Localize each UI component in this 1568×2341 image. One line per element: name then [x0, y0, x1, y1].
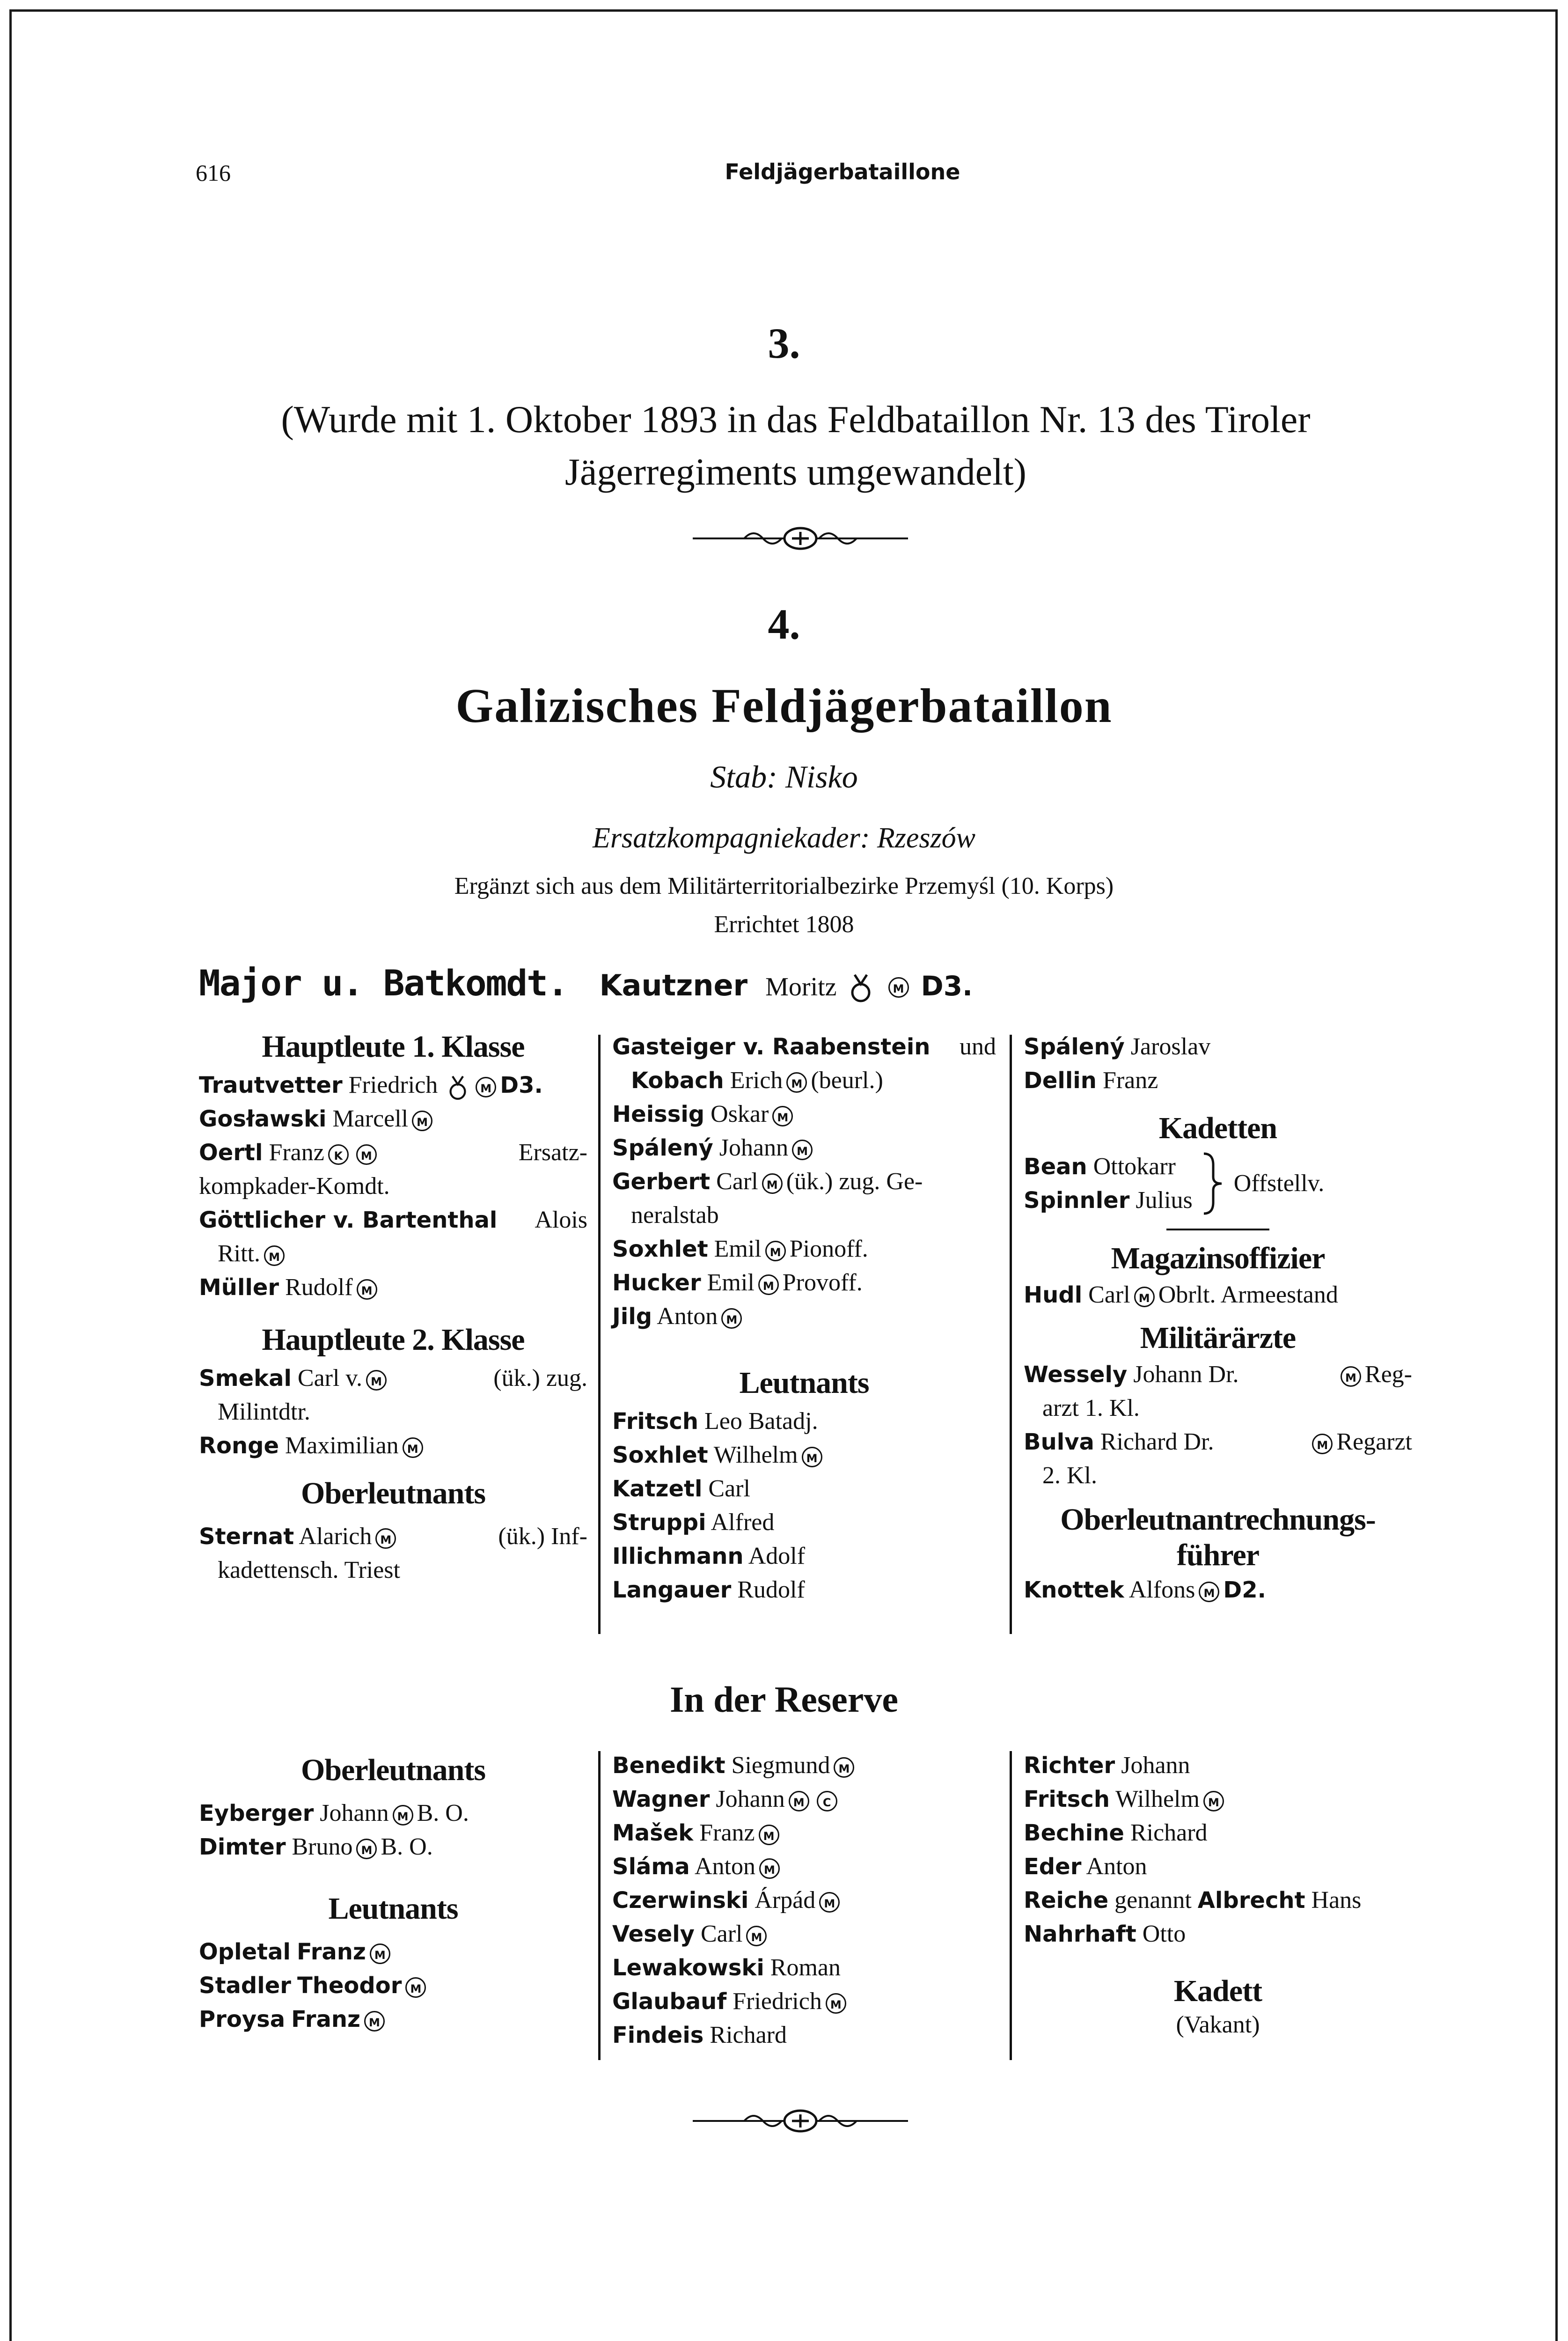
list-item: Sláma Anton M	[612, 1850, 996, 1884]
column-1	[199, 1030, 587, 1587]
col2-heading-leutnants: Leutnants	[739, 1366, 869, 1400]
divider-dash	[1166, 1229, 1269, 1230]
errichtet-line: Errichtet 1808	[714, 911, 854, 938]
order-decoration-icon	[448, 1073, 467, 1101]
list-item: Göttlicher v. Bartenthal Alois	[199, 1207, 587, 1233]
merit-mark-icon: M	[356, 1839, 377, 1859]
list-item: Oertl Franz K M Ersatz-	[199, 1139, 587, 1166]
commander-given: Moritz	[765, 972, 837, 1001]
section-3-note-line2: Jägerregiments umgewandelt)	[565, 450, 1026, 493]
list-item-continuation: 2. Kl.	[1042, 1462, 1097, 1489]
list-item: Eyberger Johann M B. O.	[199, 1800, 469, 1826]
list-item: Trautvetter Friedrich M D3.	[199, 1068, 587, 1102]
list-item: Knottek Alfons M D2.	[1024, 1576, 1266, 1603]
col1-heading-oberleutnants: Oberleutnants	[300, 1476, 486, 1510]
reserve-vakant: (Vakant)	[1176, 2011, 1260, 2038]
list-item: Illichmann Adolf	[612, 1543, 806, 1569]
list-item: Sternat Alarich M (ük.) Inf-	[199, 1523, 587, 1550]
merit-mark-icon: M	[746, 1926, 767, 1946]
list-item: Proysa Franz M	[199, 2002, 587, 2036]
list-item: Soxhlet Emil M Pionoff.	[612, 1236, 868, 1262]
list-item: Gerbert Carl M (ük.) zug. Ge-	[612, 1168, 923, 1195]
list-item: Hucker Emil M Provoff.	[612, 1269, 863, 1296]
commander-rank: Major u. Batkomdt.	[199, 962, 568, 1004]
list-item: Nahrhaft Otto	[1024, 1921, 1186, 1947]
reserve-column-1	[199, 1749, 587, 2036]
ornament-divider-top	[693, 524, 908, 552]
merit-mark-icon: M	[759, 1858, 780, 1879]
brace-icon	[1199, 1151, 1227, 1216]
merit-mark-icon: M	[792, 1140, 813, 1160]
merit-mark-icon: M	[758, 1274, 779, 1295]
commander-suffix: D3.	[921, 970, 973, 1002]
merit-mark-icon: M	[1199, 1582, 1219, 1602]
list-item-continuation: Milintdtr.	[218, 1399, 310, 1425]
list-item: Mašek Franz M	[612, 1816, 996, 1850]
column-divider-4	[1010, 1751, 1012, 2060]
reserve-heading-leutnants: Leutnants	[328, 1892, 458, 1926]
list-item: Eder Anton	[1024, 1853, 1147, 1880]
merit-mark-icon: M	[364, 2011, 385, 2032]
list-item: Smekal Carl v. M (ük.) zug.	[199, 1365, 587, 1391]
list-item: Wessely Johann Dr. M Reg-	[1024, 1361, 1412, 1388]
col1-heading-hauptleute-1: Hauptleute 1. Klasse	[262, 1030, 525, 1064]
list-item: Glaubauf Friedrich M	[612, 1985, 996, 2018]
reserve-column-2	[612, 1749, 996, 2052]
list-item: Richter Johann	[1024, 1752, 1190, 1779]
column-3	[1024, 1030, 1412, 1607]
col3-heading-aerzte: Militärärzte	[1140, 1321, 1296, 1355]
list-item: Müller Rudolf M	[199, 1271, 587, 1304]
k-mark-icon: K	[328, 1144, 349, 1165]
section-3-note-line1: (Wurde mit 1. Oktober 1893 in das Feldbataillon Nr. 13 des Tiroler	[281, 398, 1311, 441]
list-item: Hudl Carl M Obrlt. Armeestand	[1024, 1281, 1338, 1308]
merit-mark-icon: M	[888, 977, 909, 998]
kadetten-brace-label: Offstellv.	[1233, 1170, 1325, 1197]
merit-mark-icon: M	[412, 1111, 432, 1131]
section-4-title: Galizisches Feldjägerbataillon	[455, 679, 1113, 733]
merit-mark-icon: M	[786, 1072, 807, 1093]
list-item: Opletal Franz M	[199, 1935, 587, 1969]
col3-heading-kadetten: Kadetten	[1158, 1111, 1277, 1145]
list-item: Czerwinski Árpád M	[612, 1884, 996, 1917]
list-item-continuation: neralstab	[631, 1202, 719, 1229]
col1-heading-hauptleute-2: Hauptleute 2. Klasse	[262, 1323, 525, 1357]
column-divider-2	[1010, 1035, 1012, 1634]
list-item: Spinnler Julius	[1024, 1187, 1193, 1214]
merit-mark-icon: M	[403, 1437, 423, 1458]
merit-mark-icon: M	[1312, 1434, 1333, 1454]
list-item-continuation: Ritt. M	[199, 1237, 587, 1271]
col3-heading-rechnungsfuehrer	[1024, 1502, 1412, 1573]
list-item: Langauer Rudolf	[612, 1576, 805, 1603]
merit-mark-icon: M	[826, 1993, 846, 2014]
list-item: Jilg Anton M	[612, 1300, 996, 1333]
ergaenzt-line: Ergänzt sich aus dem Militärterritorialbezirke Przemyśl (10. Korps)	[454, 873, 1114, 899]
merit-mark-icon: M	[759, 1825, 779, 1845]
merit-mark-icon: M	[721, 1308, 742, 1329]
merit-mark-icon: M	[366, 1370, 387, 1391]
commander-surname: Kautzner	[599, 968, 748, 1002]
reserve-heading-kadett: Kadett	[1173, 1974, 1262, 2008]
reserve-column-3	[1024, 1749, 1412, 2042]
list-item: Fritsch Wilhelm M	[1024, 1782, 1412, 1816]
reserve-title: In der Reserve	[669, 1679, 899, 1720]
ornament-divider-bottom	[693, 2107, 908, 2135]
list-item: Vesely Carl M	[612, 1917, 996, 1951]
list-item-continuation: Kobach Erich M (beurl.)	[631, 1067, 883, 1094]
merit-mark-icon: M	[375, 1528, 396, 1549]
merit-mark-icon: M	[819, 1892, 840, 1913]
merit-mark-icon: M	[834, 1757, 854, 1778]
list-item: Soxhlet Wilhelm M	[612, 1438, 996, 1472]
merit-mark-icon: M	[264, 1245, 285, 1266]
stab-line: Stab: Nisko	[710, 759, 858, 795]
list-item-continuation: arzt 1. Kl.	[1042, 1395, 1140, 1421]
list-item: Bean Ottokarr	[1024, 1153, 1176, 1180]
reserve-heading-oberleutnants: Oberleutnants	[300, 1753, 486, 1787]
list-item: Ronge Maximilian M	[199, 1429, 587, 1463]
merit-mark-icon: M	[370, 1943, 390, 1964]
merit-mark-icon: M	[1134, 1287, 1155, 1307]
merit-mark-icon: M	[1341, 1366, 1361, 1387]
list-item: Katzetl Carl	[612, 1475, 750, 1502]
merit-mark-icon: M	[802, 1447, 822, 1467]
column-divider-1	[598, 1035, 601, 1634]
merit-mark-icon: M	[476, 1077, 496, 1097]
list-item: Stadler Theodor M	[199, 1969, 587, 2002]
list-item: Wagner Johann M C	[612, 1782, 996, 1816]
list-item: Findeis Richard	[612, 2022, 787, 2048]
merit-mark-icon: M	[772, 1106, 793, 1126]
merit-mark-icon: M	[357, 1279, 377, 1300]
kadetten-group	[1024, 1150, 1412, 1217]
page-number: 616	[196, 160, 231, 186]
col3-heading-magazin: Magazinsoffizier	[1111, 1241, 1325, 1275]
section-3-number: 3.	[768, 319, 800, 367]
list-item: Bechine Richard	[1024, 1819, 1208, 1846]
section-3-note	[140, 393, 1451, 498]
column-2	[612, 1030, 996, 1607]
list-item: Dimter Bruno M B. O.	[199, 1833, 433, 1860]
merit-mark-icon: M	[789, 1791, 809, 1811]
list-item: Lewakowski Roman	[612, 1954, 841, 1981]
list-item: Gosławski Marcell M	[199, 1102, 587, 1136]
list-item: Struppi Alfred	[612, 1509, 775, 1536]
column-divider-3	[598, 1751, 601, 2060]
merit-mark-icon: M	[393, 1805, 413, 1826]
list-item: Gasteiger v. Raabenstein und	[612, 1033, 996, 1060]
list-item: Reiche genannt Albrecht Hans	[1024, 1887, 1362, 1914]
list-item: Benedikt Siegmund M	[612, 1749, 996, 1782]
order-decoration-icon	[850, 971, 872, 1004]
list-item: Bulva Richard Dr. M Regarzt	[1024, 1428, 1412, 1455]
list-item: Spálený Jaroslav	[1024, 1033, 1211, 1060]
heading-line: führer	[1176, 1538, 1260, 1572]
commander-row	[199, 962, 973, 1004]
merit-mark-icon: M	[765, 1241, 786, 1261]
list-item: Spálený Johann M	[612, 1131, 996, 1165]
list-item: Dellin Franz	[1024, 1067, 1158, 1094]
c-mark-icon: C	[817, 1791, 837, 1811]
list-item: Fritsch Leo Batadj.	[612, 1408, 818, 1435]
section-4-number: 4.	[768, 600, 800, 648]
ersatz-line: Ersatzkompagniekader: Rzeszów	[593, 822, 975, 854]
merit-mark-icon: M	[405, 1977, 426, 1998]
list-item: Heissig Oskar M	[612, 1097, 996, 1131]
list-item-continuation: kadettensch. Triest	[218, 1557, 400, 1583]
merit-mark-icon: M	[356, 1144, 377, 1165]
running-title: Feldjägerbataillone	[725, 159, 960, 184]
list-item-continuation: kompkader-Komdt.	[199, 1173, 390, 1200]
heading-line: Oberleutnantrechnungs-	[1060, 1502, 1376, 1537]
merit-mark-icon: M	[762, 1173, 783, 1194]
merit-mark-icon: M	[1203, 1791, 1224, 1811]
